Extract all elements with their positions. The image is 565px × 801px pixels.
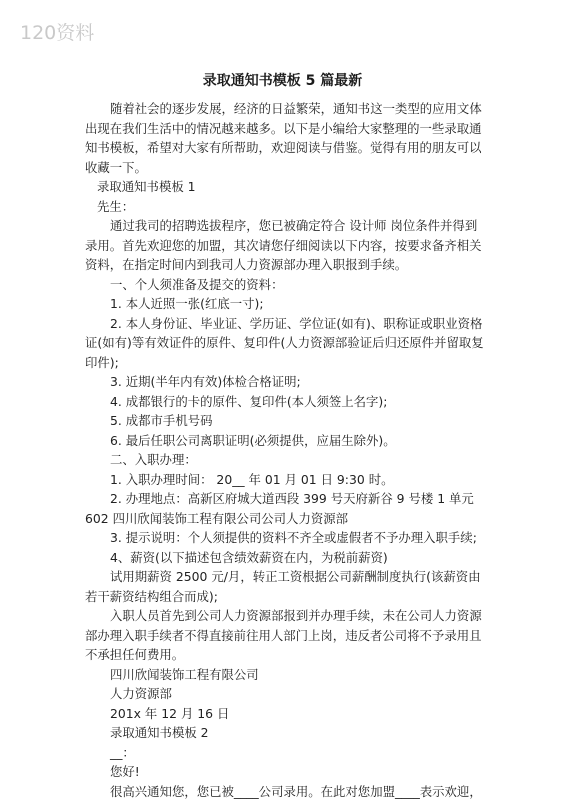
paragraph: 录取通知书模板 2 [85, 723, 489, 743]
paragraph: __： [85, 743, 489, 763]
watermark: 120资料 [20, 18, 94, 45]
document-body [85, 99, 489, 801]
paragraph: 一、个人须准备及提交的资料： [85, 275, 489, 295]
paragraph: 四川欣闻装饰工程有限公司 [85, 665, 489, 685]
paragraph: 人力资源部 [85, 684, 489, 704]
paragraph: 4. 成都银行的卡的原件、复印件(本人须签上名字); [85, 392, 489, 412]
paragraph: 入职人员首先到公司人力资源部报到并办理手续，未在公司人力资源部办理入职手续者不得直接前往用人部门上岗，违反者公司将不予录用且不承担任何费用。 [85, 606, 489, 665]
paragraph: 201x 年 12 月 16 日 [85, 704, 489, 724]
paragraph: 5. 成都市手机号码 [85, 411, 489, 431]
paragraph: 1. 本人近照一张(红底一寸); [85, 294, 489, 314]
paragraph: 随着社会的逐步发展，经济的日益繁荣，通知书这一类型的应用文体出现在我们生活中的情况越来越多。以下是小编给大家整理的一些录取通知书模板，希望对大家有所帮助，欢迎阅读与借鉴。觉得有用的朋友可以收藏一下。 [85, 99, 489, 177]
paragraph: 2. 本人身份证、毕业证、学历证、学位证(如有)、职称证或职业资格证(如有)等有效证件的原件、复印件(人力资源部验证后归还原件并留取复印件); [85, 314, 489, 373]
paragraph: 很高兴通知您，您已被____公司录用。在此对您加盟____表示欢迎， [85, 782, 489, 801]
paragraph: 通过我司的招聘选拔程序，您已被确定符合 设计师 岗位条件并得到录用。首先欢迎您的加盟，其次请您仔细阅读以下内容，按要求备齐相关资料，在指定时间内到我司人力资源部办理入职报到手续。 [85, 216, 489, 275]
paragraph: 先生： [85, 197, 489, 217]
paragraph: 6. 最后任职公司离职证明(必须提供，应届生除外)。 [85, 431, 489, 451]
paragraph: 4、薪资(以下描述包含绩效薪资在内，为税前薪资) [85, 548, 489, 568]
paragraph: 试用期薪资 2500 元/月，转正工资根据公司薪酬制度执行(该薪资由若干薪资结构组合而成); [85, 567, 489, 606]
document-title: 录取通知书模板 5 篇最新 [0, 70, 565, 90]
paragraph: 3. 提示说明：个人须提供的资料不齐全或虚假者不予办理入职手续; [85, 528, 489, 548]
paragraph: 1. 入职办理时间： 20__ 年 01 月 01 日 9:30 时。 [85, 470, 489, 490]
paragraph: 3. 近期(半年内有效)体检合格证明; [85, 372, 489, 392]
paragraph: 2. 办理地点：高新区府城大道西段 399 号天府新谷 9 号楼 1 单元 602 四川欣闻装饰工程有限公司公司人力资源部 [85, 489, 489, 528]
paragraph: 您好! [85, 762, 489, 782]
paragraph: 录取通知书模板 1 [85, 177, 489, 197]
paragraph: 二、入职办理： [85, 450, 489, 470]
